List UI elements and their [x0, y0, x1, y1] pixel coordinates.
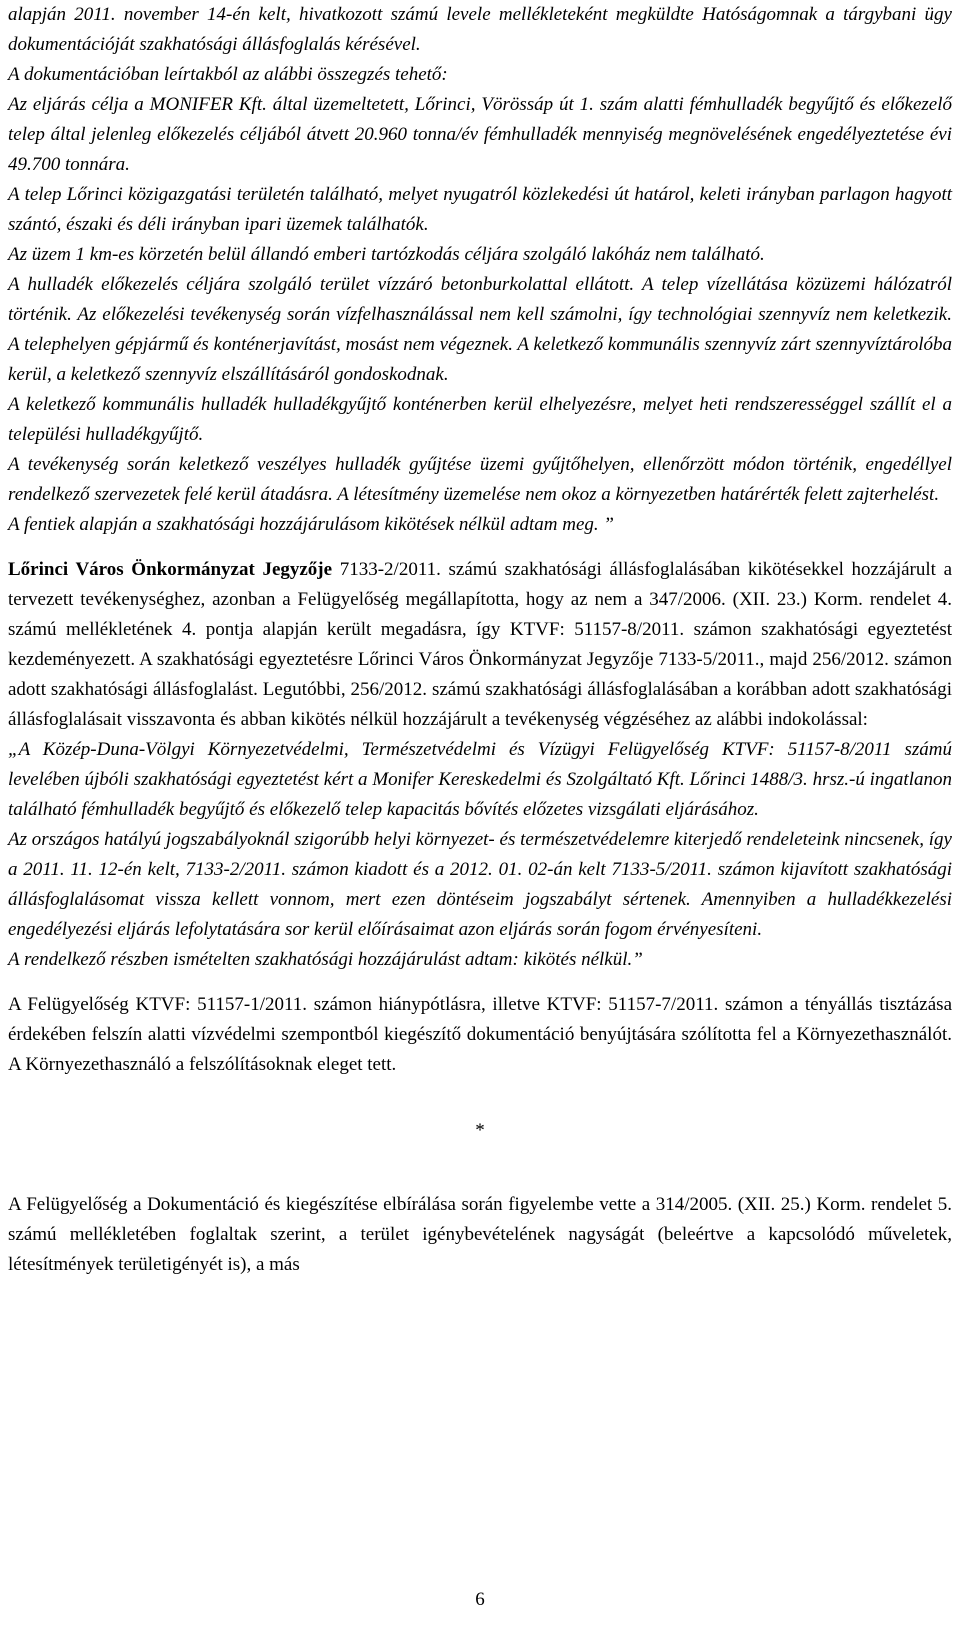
document-page [8, 0, 952, 1280]
paragraph: A telep Lőrinci közigazgatási területén található, melyet nyugatról közlekedési út határol, keleti irányban parlagon hagyott szántó, északi és déli irányban ipari üzemek találhatók. [8, 184, 952, 235]
paragraph: alapján 2011. november 14-én kelt, hivatkozott számú levele mellékleteként megküldte Hatóságomnak a tárgybani ügy dokumentációját szakhatósági állásfoglalás kérésével. [8, 4, 952, 55]
page-number: 6 [475, 1589, 485, 1610]
paragraph: „A Közép-Duna-Völgyi Környezetvédelmi, Természetvédelmi és Vízügyi Felügyelőség KTVF: 51157-8/2011 számú levelében újbóli szakhatósági egyeztetést kért a Monifer Kereskedelmi és Szolgáltató Kft. Lőrinci 1488/3. hrsz.-ú ingatlanon található fémhulladék begyűjtő és előkezelő telep kapacitás bővítés előzetes vizsgálati eljárásához. [8, 739, 952, 820]
paragraph: A tevékenység során keletkező veszélyes hulladék gyűjtése üzemi gyűjtőhelyen, ellenőrzött módon történik, engedéllyel rendelkező szervezetek felé kerül átadásra. A létesítmény üzemelése nem okoz a környezetben határérték felett zajterhelést. [8, 454, 952, 505]
paragraph: A dokumentációban leírtakból az alábbi összegzés tehető: [8, 64, 448, 85]
felugyeloseg-paragraph: A Felügyelőség KTVF: 51157-1/2011. számon hiánypótlásra, illetve KTVF: 51157-7/2011. számon a tényállás tisztázása érdekében felszín alatti vízvédelmi szempontból kiegészítő dokumentáció benyújtására szólította fel a Környezethasználót. A Környezethasználó a felszólításoknak eleget tett. [8, 994, 952, 1075]
paragraph-rest: 7133-2/2011. számú szakhatósági állásfoglalásában kikötésekkel hozzájárult a tervezett tevékenységhez, azonban a Felügyelőség megállapította, hogy az nem a 347/2006. (XII. 23.) Korm. rendelet 4. számú mellékletének 4. pontja alapján került megadásra, így KTVF: 51157-8/2011. számon szakhatósági egyeztetést kezdeményezett. A szakhatósági egyeztetésre Lőrinci Város Önkormányzat Jegyzője 7133-5/2011., majd 256/2012. számon adott szakhatósági állásfoglalást. Legutóbbi, 256/2012. számú szakhatósági állásfoglalásában a korábban adott szakhatósági állásfoglalásait visszavonta és abban kikötés nélkül hozzájárult a tevékenység végzéséhez az alábbi indokolással: [8, 559, 952, 730]
paragraph: Az üzem 1 km-es körzetén belül állandó emberi tartózkodás céljára szolgáló lakóház nem található. [8, 244, 765, 265]
quoted-justification-block [8, 735, 952, 975]
jegyzo-paragraph [8, 555, 952, 735]
bold-lead: Lőrinci Város Önkormányzat Jegyzője [8, 559, 333, 580]
paragraph: A fentiek alapján a szakhatósági hozzájárulásom kikötések nélkül adtam meg. ” [8, 514, 614, 535]
last-paragraph: A Felügyelőség a Dokumentáció és kiegészítése elbírálása során figyelembe vette a 314/2005. (XII. 25.) Korm. rendelet 5. számú mellékletében foglaltak szerint, a terület igénybevételének nagyságát (beleértve a kapcsolódó műveletek, létesítmények területigényét is), a más [8, 1194, 952, 1275]
paragraph: Az országos hatályú jogszabályoknál szigorúbb helyi környezet- és természetvédelemre kiterjedő rendeleteink nincsenek, így a 2011. 11. 12-én kelt, 7133-2/2011. számon kiadott és a 2012. 01. 02-án kelt 7133-5/2011. számon kijavított szakhatósági állásfoglalásomat vissza kellett vonnom, mert ezen döntéseim jogszabályt sértenek. Amennyiben a hulladékkezelési engedélyezési eljárás lefolytatására sor kerül előírásaimat azon eljárás során fogom érvényesíteni. [8, 829, 952, 940]
quoted-summary-block [8, 0, 952, 540]
section-separator: * [475, 1120, 485, 1141]
paragraph: A keletkező kommunális hulladék hulladékgyűjtő konténerben kerül elhelyezésre, melyet heti rendszerességgel szállít el a települési hulladékgyűjtő. [8, 394, 952, 445]
paragraph: A hulladék előkezelés céljára szolgáló terület vízzáró betonburkolattal ellátott. A telep vízellátása közüzemi hálózatról történik. Az előkezelési tevékenység során vízfelhasználással nem kell számolni, így technológiai szennyvíz nem keletkezik. A telephelyen gépjármű és konténerjavítást, mosást nem végeznek. A keletkező kommunális szennyvíz zárt szennyvíztárolóba kerül, a keletkező szennyvíz elszállításáról gondoskodnak. [8, 274, 952, 385]
paragraph: A rendelkező részben ismételten szakhatósági hozzájárulást adtam: kikötés nélkül.” [8, 949, 643, 970]
paragraph: Az eljárás célja a MONIFER Kft. által üzemeltetett, Lőrinci, Vörössáp út 1. szám alatti fémhulladék begyűjtő és előkezelő telep által jelenleg előkezelés céljából átvett 20.960 tonna/év fémhulladék mennyiség megnövelésének engedélyeztetése évi 49.700 tonnára. [8, 94, 952, 175]
